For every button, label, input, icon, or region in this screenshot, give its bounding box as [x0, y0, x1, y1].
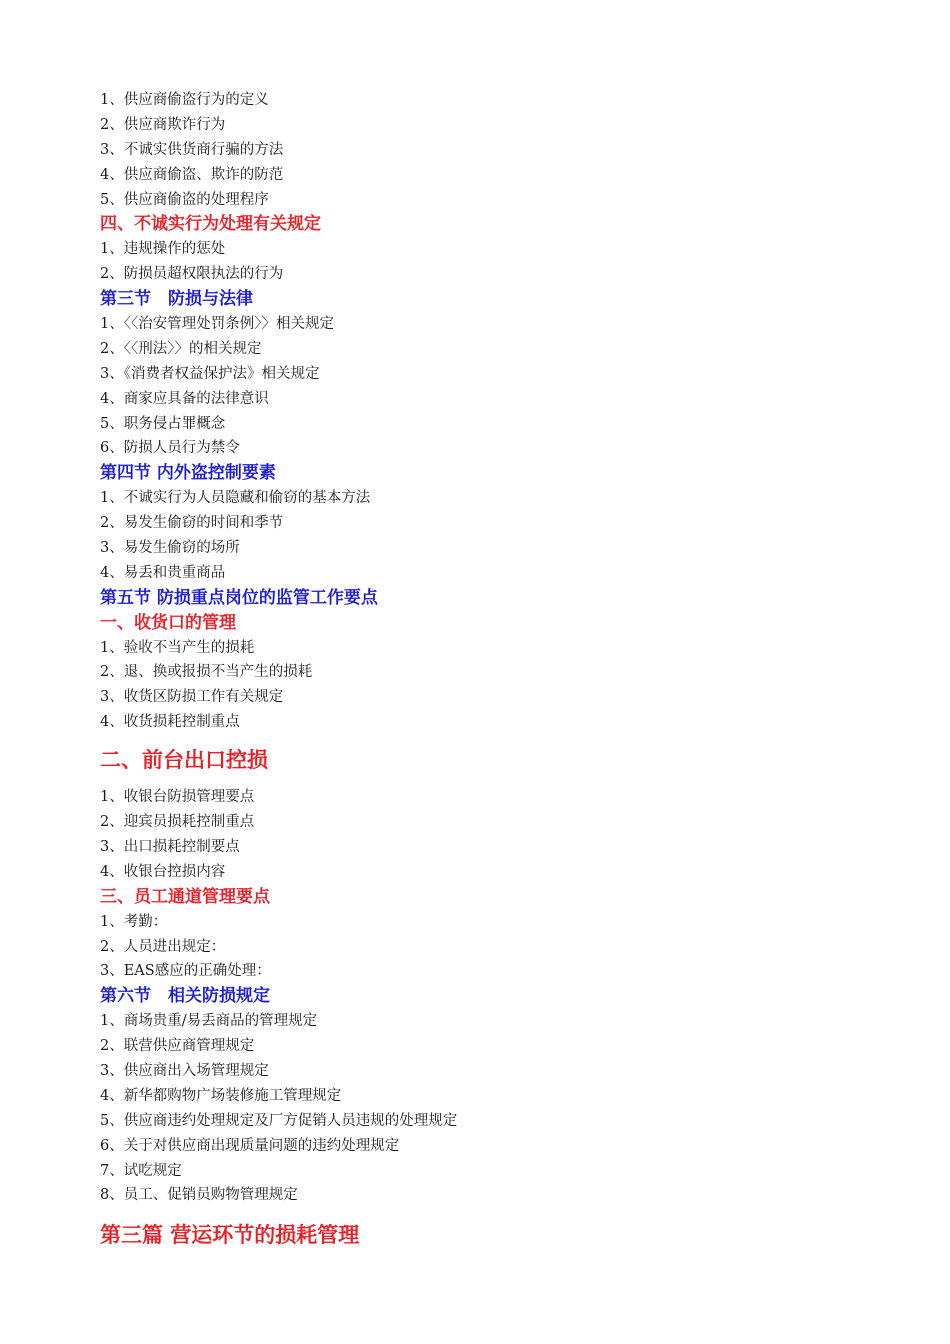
list-item: 1、供应商偷盗行为的定义: [100, 92, 269, 108]
list-item: 6、防损人员行为禁令: [100, 440, 240, 457]
list-item: 4、供应商偷盗、欺诈的防范: [100, 166, 284, 183]
list-item: 3、供应商出入场管理规定: [100, 1062, 269, 1079]
list-item: 1、考勤：: [100, 913, 168, 930]
list-item: 4、新华都购物广场装修施工管理规定: [100, 1087, 342, 1104]
supplier-theft-list: [100, 88, 900, 212]
heading-section-4: 第四节 内外盗控制要素: [100, 463, 276, 484]
list-item: 5、供应商偷盗的处理程序: [100, 191, 269, 208]
heading-staff-passage: 三、员工通道管理要点: [100, 886, 270, 907]
list-item: 3、《消费者权益保护法》相关规定: [100, 365, 320, 382]
list-item: 5、职务侵占罪概念: [100, 415, 226, 432]
list-item: 2、退、换或报损不当产生的损耗: [100, 664, 313, 681]
heading-front-exit: 二、前台出口控损: [100, 748, 268, 773]
list-item: 3、EAS感应的正确处理：: [100, 963, 271, 980]
list-item: 2、联营供应商管理规定: [100, 1038, 255, 1055]
list-item: 5、供应商违约处理规定及厂方促销人员违规的处理规定: [100, 1112, 458, 1129]
heading-section-3: 第三节 防损与法律: [100, 289, 253, 310]
list-item: 1、〈〈治安管理处罚条例〉〉相关规定: [100, 316, 334, 333]
list-item: 6、关于对供应商出现质量问题的违约处理规定: [100, 1137, 400, 1154]
list-item: 3、不诚实供货商行骗的方法: [100, 141, 284, 158]
list-item: 1、验收不当产生的损耗: [100, 639, 255, 656]
list-item: 4、易丢和贵重商品: [100, 564, 226, 581]
list-item: 3、出口损耗控制要点: [100, 838, 240, 855]
list-item: 4、收银台控损内容: [100, 863, 226, 880]
list-item: 2、易发生偷窃的时间和季节: [100, 515, 284, 532]
list-item: 2、人员进出规定：: [100, 938, 226, 955]
heading-part-3: 第三篇 营运环节的损耗管理: [100, 1223, 360, 1248]
list-item: 1、违规操作的惩处: [100, 241, 226, 258]
document-page: [100, 88, 900, 1260]
list-item: 7、试吃规定: [100, 1162, 182, 1179]
heading-dishonest-rules: 四、不诚实行为处理有关规定: [100, 214, 321, 235]
heading-receiving: 一、收货口的管理: [100, 612, 236, 633]
heading-section-6: 第六节 相关防损规定: [100, 986, 270, 1007]
list-item: 2、供应商欺诈行为: [100, 116, 226, 133]
list-item: 2、迎宾员损耗控制重点: [100, 814, 255, 831]
list-item: 1、收银台防损管理要点: [100, 789, 255, 806]
list-item: 3、易发生偷窃的场所: [100, 540, 240, 557]
list-item: 2、防损员超权限执法的行为: [100, 266, 284, 283]
list-item: 8、员工、促销员购物管理规定: [100, 1187, 298, 1204]
list-item: 3、收货区防损工作有关规定: [100, 689, 284, 706]
list-item: 2、〈〈刑法〉〉的相关规定: [100, 340, 262, 357]
list-item: 1、不诚实行为人员隐藏和偷窃的基本方法: [100, 490, 371, 507]
list-item: 4、商家应具备的法律意识: [100, 390, 269, 407]
list-item: 1、商场贵重/易丢商品的管理规定: [100, 1013, 318, 1030]
list-item: 4、收货损耗控制重点: [100, 714, 240, 731]
heading-section-5: 第五节 防损重点岗位的监管工作要点: [100, 587, 378, 608]
